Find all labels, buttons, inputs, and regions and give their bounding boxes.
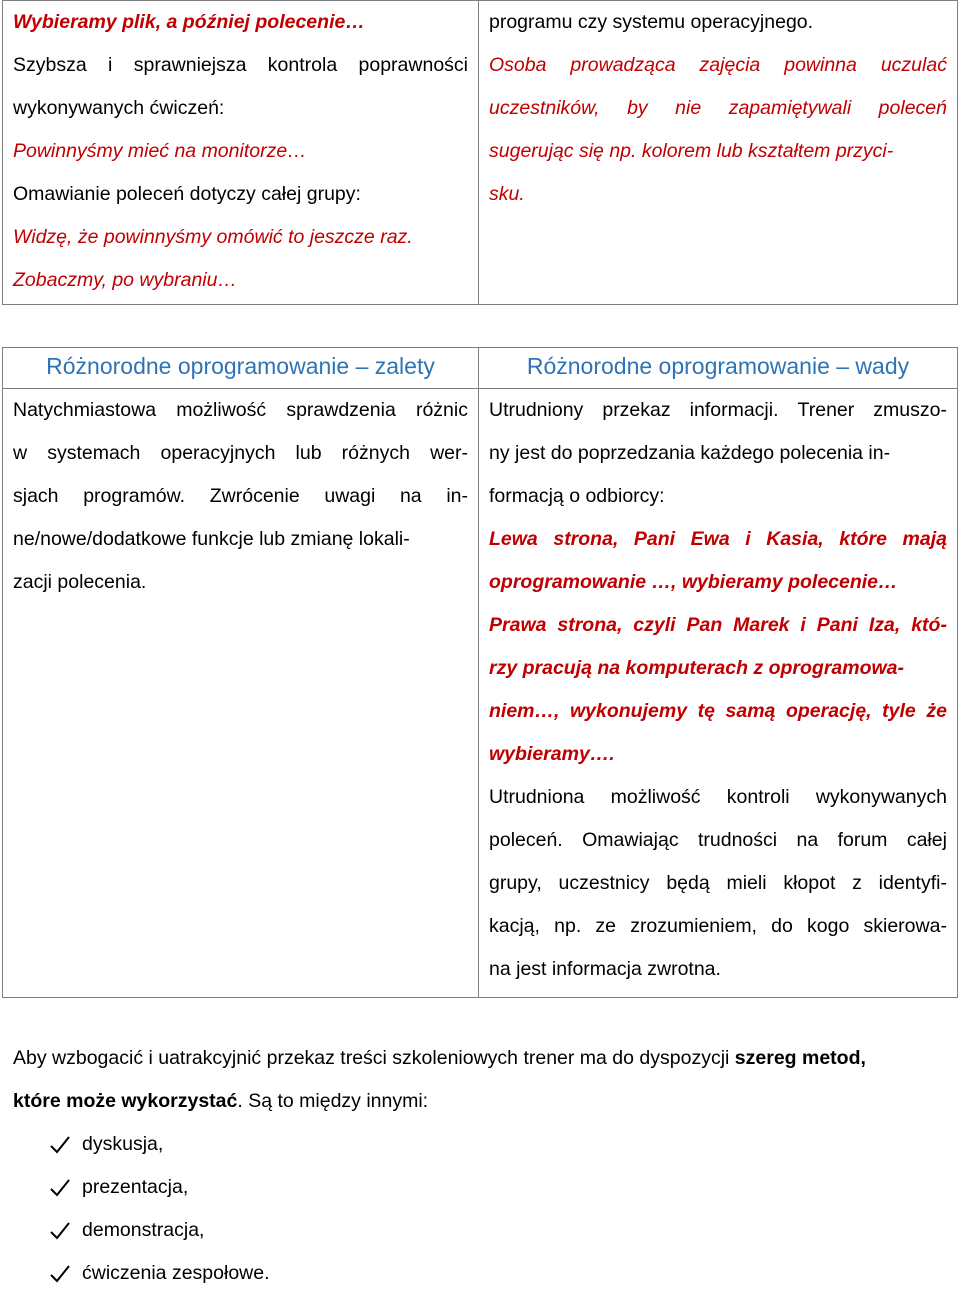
word: które	[839, 528, 887, 550]
checkmark-icon	[48, 1262, 72, 1286]
word: lub	[295, 442, 322, 464]
cons-cell	[479, 389, 958, 998]
word: Ewa	[690, 528, 730, 550]
list-item	[48, 1252, 270, 1295]
text-line	[13, 432, 468, 475]
text-line	[489, 819, 947, 862]
word: Szybsza	[13, 54, 87, 76]
word: Pani	[633, 528, 676, 550]
list-item	[48, 1209, 270, 1252]
cons-heading: Różnorodne oprogramowanie – wady	[526, 353, 910, 379]
word: kogo	[807, 915, 850, 937]
word: możliwość	[610, 786, 701, 808]
text-line	[13, 44, 468, 87]
text-line: wybieramy….	[489, 743, 615, 765]
word: mieli	[726, 872, 767, 894]
word: niem…,	[489, 700, 560, 722]
checkmark-icon	[48, 1176, 72, 1200]
word: uczestnicy	[558, 872, 650, 894]
word: różnych	[341, 442, 410, 464]
word: zrozumieniem,	[630, 915, 757, 937]
word: nie	[675, 97, 702, 119]
word: operację,	[785, 700, 872, 722]
text-line	[489, 518, 947, 561]
word: samą	[725, 700, 776, 722]
text-line: formacją o odbiorcy:	[489, 485, 665, 507]
checkmark-icon	[48, 1219, 72, 1243]
list-item	[48, 1123, 270, 1166]
upper-right-cell	[479, 1, 958, 305]
paragraph-bold-text: które może wykorzystać	[13, 1090, 238, 1112]
word: i	[800, 614, 806, 636]
word: uwagi	[324, 485, 376, 507]
word: in-	[446, 485, 468, 507]
word: możliwość	[176, 399, 267, 421]
word: np.	[554, 915, 582, 937]
text-line	[13, 389, 468, 432]
methods-paragraph	[13, 1037, 953, 1123]
text-line: Powinnyśmy mieć na monitorze…	[13, 140, 307, 162]
text-line: Wybieramy plik, a później polecenie…	[13, 11, 365, 33]
word: kłopot	[783, 872, 836, 894]
text-line	[489, 690, 947, 733]
word: wykonujemy	[570, 700, 688, 722]
word: na	[399, 485, 422, 507]
text-line	[489, 776, 947, 819]
word: różnic	[415, 399, 468, 421]
pros-heading: Różnorodne oprogramowanie – zalety	[46, 353, 435, 379]
word: kacją,	[489, 915, 540, 937]
word: uczestników,	[489, 97, 600, 119]
word: Pani	[816, 614, 858, 636]
word: poleceń	[878, 97, 947, 119]
text-line: zacji polecenia.	[13, 571, 147, 593]
text-line: sugerując się np. kolorem lub kształtem przyci-	[489, 140, 894, 162]
word: trudności	[697, 829, 778, 851]
word: Utrudniona	[489, 786, 585, 808]
upper-left-cell	[3, 1, 479, 305]
cons-heading-cell	[479, 348, 958, 389]
word: informacji.	[689, 399, 779, 421]
word: Omawiając	[582, 829, 679, 851]
pros-heading-cell	[3, 348, 479, 389]
word: identyfi-	[878, 872, 947, 894]
text-line: Widzę, że powinnyśmy omówić to jeszcze raz.	[13, 226, 413, 248]
word: Osoba	[489, 54, 547, 76]
word: kontroli	[726, 786, 790, 808]
word: sprawdzenia	[286, 399, 396, 421]
word: zmuszo-	[873, 399, 947, 421]
text-line: na jest informacja zwrotna.	[489, 958, 721, 980]
word: operacyjnych	[160, 442, 276, 464]
word: w	[13, 442, 28, 464]
list-item	[48, 1166, 270, 1209]
word: sjach	[13, 485, 59, 507]
methods-list	[48, 1123, 270, 1295]
word: by	[627, 97, 648, 119]
word: strona,	[557, 614, 623, 636]
word: skierowa-	[863, 915, 947, 937]
word: grupy,	[489, 872, 542, 894]
word: tyle	[882, 700, 916, 722]
text-line: wykonywanych ćwiczeń:	[13, 97, 225, 119]
paragraph-bold-text: szereg metod,	[734, 1047, 866, 1069]
word: z	[852, 872, 862, 894]
word: sprawniejsza	[133, 54, 247, 76]
word: Utrudniony	[489, 399, 584, 421]
word: Natychmiastowa	[13, 399, 157, 421]
word: mają	[902, 528, 947, 550]
text-line	[489, 862, 947, 905]
word: Lewa	[489, 528, 538, 550]
text-line: programu czy systemu operacyjnego.	[489, 11, 814, 33]
word: przekaz	[602, 399, 671, 421]
word: programów.	[83, 485, 186, 507]
word: czyli	[633, 614, 676, 636]
word: Pan	[686, 614, 723, 636]
word: i	[745, 528, 751, 550]
upper-table	[2, 0, 958, 305]
text-line	[489, 87, 947, 130]
word: poleceń.	[489, 829, 563, 851]
paragraph-text: Aby wzbogacić i uatrakcyjnić przekaz treści szkoleniowych trener ma do dyspozycji	[13, 1047, 730, 1069]
word: do	[771, 915, 793, 937]
word: będą	[666, 872, 710, 894]
word: ze	[595, 915, 617, 937]
text-line: sku.	[489, 183, 525, 205]
word: wykonywanych	[815, 786, 947, 808]
text-line	[489, 905, 947, 948]
word: Iza,	[868, 614, 901, 636]
word: i	[108, 54, 113, 76]
text-line: ny jest do poprzedzania każdego polecenia in-	[489, 442, 891, 464]
word: forum	[837, 829, 888, 851]
text-line	[489, 44, 947, 87]
word: całej	[906, 829, 947, 851]
word: uczulać	[880, 54, 947, 76]
list-item-label: dyskusja,	[82, 1133, 164, 1155]
software-comparison-table	[2, 347, 958, 998]
word: na	[796, 829, 819, 851]
checkmark-icon	[48, 1133, 72, 1157]
word: wer-	[430, 442, 468, 464]
text-line	[489, 604, 947, 647]
word: zajęcia	[699, 54, 761, 76]
word: strona,	[553, 528, 619, 550]
text-line: ne/nowe/dodatkowe funkcje lub zmianę lokali-	[13, 528, 410, 550]
text-line: Zobaczmy, po wybraniu…	[13, 269, 237, 291]
word: któ-	[911, 614, 947, 636]
text-line: oprogramowanie …, wybieramy polecenie…	[489, 571, 898, 593]
word: że	[926, 700, 947, 722]
list-item-label: ćwiczenia zespołowe.	[82, 1262, 270, 1284]
text-line: rzy pracują na komputerach z oprogramowa-	[489, 657, 905, 679]
word: Prawa	[489, 614, 547, 636]
word: prowadząca	[570, 54, 676, 76]
text-line: Omawianie poleceń dotyczy całej grupy:	[13, 183, 361, 205]
word: poprawności	[358, 54, 468, 76]
word: Zwrócenie	[209, 485, 300, 507]
word: powinna	[784, 54, 857, 76]
word: kontrola	[267, 54, 338, 76]
paragraph-line	[13, 1037, 953, 1080]
word: systemach	[47, 442, 141, 464]
text-line	[489, 389, 947, 432]
word: Marek	[733, 614, 790, 636]
word: Kasia,	[766, 528, 824, 550]
word: Trener	[797, 399, 855, 421]
list-item-label: demonstracja,	[82, 1219, 205, 1241]
list-item-label: prezentacja,	[82, 1176, 189, 1198]
paragraph-text: . Są to między innymi:	[237, 1090, 429, 1112]
word: zapamiętywali	[728, 97, 852, 119]
paragraph-line	[13, 1080, 953, 1123]
pros-cell	[3, 389, 479, 998]
text-line	[13, 475, 468, 518]
word: tę	[697, 700, 715, 722]
